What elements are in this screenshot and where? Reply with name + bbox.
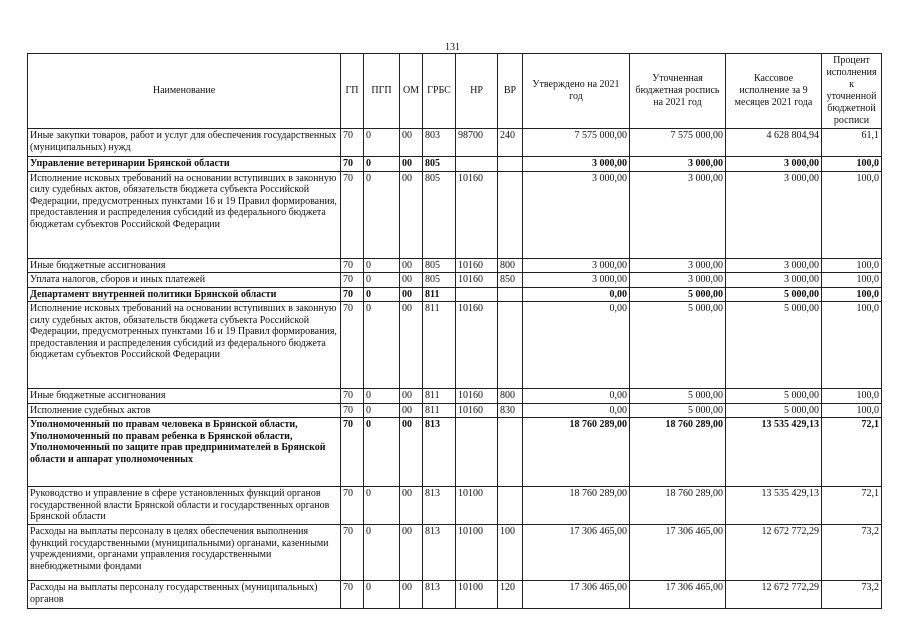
table-row bbox=[28, 581, 882, 609]
cell-refined: 5 000,00 bbox=[630, 389, 726, 404]
cell-ppgp: 0 bbox=[364, 403, 400, 418]
cell-refined: 5 000,00 bbox=[630, 287, 726, 302]
cell-refined: 3 000,00 bbox=[630, 157, 726, 172]
cell-grbs: 813 bbox=[423, 487, 456, 525]
cell-gp: 70 bbox=[341, 487, 364, 525]
cell-refined: 18 760 289,00 bbox=[630, 418, 726, 487]
table-row bbox=[28, 129, 882, 157]
cell-approved: 18 760 289,00 bbox=[523, 487, 630, 525]
cell-ppgp: 0 bbox=[364, 171, 400, 258]
cell-vr: 120 bbox=[498, 581, 523, 609]
cell-cash: 13 535 429,13 bbox=[726, 487, 822, 525]
cell-cash: 12 672 772,29 bbox=[726, 581, 822, 609]
col-header-name: Наименование bbox=[28, 54, 341, 129]
table-row bbox=[28, 389, 882, 404]
col-header-om: ОМ bbox=[400, 54, 423, 129]
cell-om: 00 bbox=[400, 403, 423, 418]
cell-vr bbox=[498, 418, 523, 487]
cell-vr bbox=[498, 302, 523, 389]
budget-execution-table bbox=[27, 53, 882, 609]
cell-ppgp: 0 bbox=[364, 525, 400, 581]
cell-om: 00 bbox=[400, 581, 423, 609]
cell-percent: 73,2 bbox=[822, 581, 882, 609]
cell-name: Иные бюджетные ассигнования bbox=[28, 389, 341, 404]
cell-ppgp: 0 bbox=[364, 389, 400, 404]
cell-refined: 18 760 289,00 bbox=[630, 487, 726, 525]
table-body bbox=[28, 129, 882, 609]
cell-gp: 70 bbox=[341, 157, 364, 172]
cell-cash: 5 000,00 bbox=[726, 403, 822, 418]
cell-gp: 70 bbox=[341, 389, 364, 404]
cell-om: 00 bbox=[400, 525, 423, 581]
cell-ppgp: 0 bbox=[364, 273, 400, 288]
cell-cash: 3 000,00 bbox=[726, 273, 822, 288]
cell-percent: 100,0 bbox=[822, 302, 882, 389]
cell-np: 98700 bbox=[456, 129, 498, 157]
cell-approved: 17 306 465,00 bbox=[523, 525, 630, 581]
cell-refined: 3 000,00 bbox=[630, 258, 726, 273]
col-header-approved: Утверждено на 2021 год bbox=[523, 54, 630, 129]
cell-refined: 5 000,00 bbox=[630, 403, 726, 418]
cell-vr bbox=[498, 487, 523, 525]
cell-ppgp: 0 bbox=[364, 418, 400, 487]
cell-cash: 5 000,00 bbox=[726, 302, 822, 389]
cell-approved: 3 000,00 bbox=[523, 273, 630, 288]
table-header bbox=[28, 54, 882, 129]
cell-approved: 0,00 bbox=[523, 403, 630, 418]
table-row bbox=[28, 302, 882, 389]
cell-approved: 18 760 289,00 bbox=[523, 418, 630, 487]
col-header-vr: ВР bbox=[498, 54, 523, 129]
cell-grbs: 813 bbox=[423, 525, 456, 581]
cell-percent: 100,0 bbox=[822, 258, 882, 273]
cell-cash: 4 628 804,94 bbox=[726, 129, 822, 157]
cell-vr: 830 bbox=[498, 403, 523, 418]
col-header-grbs: ГРБС bbox=[423, 54, 456, 129]
cell-np: 10160 bbox=[456, 273, 498, 288]
cell-vr: 100 bbox=[498, 525, 523, 581]
cell-cash: 3 000,00 bbox=[726, 171, 822, 258]
cell-np: 10160 bbox=[456, 302, 498, 389]
page-number: 131 bbox=[445, 42, 460, 53]
cell-gp: 70 bbox=[341, 129, 364, 157]
cell-approved: 3 000,00 bbox=[523, 258, 630, 273]
cell-cash: 5 000,00 bbox=[726, 287, 822, 302]
cell-om: 00 bbox=[400, 129, 423, 157]
cell-gp: 70 bbox=[341, 273, 364, 288]
cell-ppgp: 0 bbox=[364, 129, 400, 157]
cell-percent: 100,0 bbox=[822, 287, 882, 302]
table-row bbox=[28, 403, 882, 418]
cell-percent: 100,0 bbox=[822, 157, 882, 172]
cell-name: Исполнение судебных актов bbox=[28, 403, 341, 418]
table-row bbox=[28, 525, 882, 581]
cell-om: 00 bbox=[400, 157, 423, 172]
cell-name: Исполнение исковых требований на основании вступивших в законную силу судебных актов, обязательств бюджета субъекта Российской Федерации, предусмотренных пунктами 16 и 19 Правил формирования, предоставления и распределения субсидий из федерального бюджета бюджетам субъектов Российской Федерации bbox=[28, 302, 341, 389]
cell-vr bbox=[498, 171, 523, 258]
cell-om: 00 bbox=[400, 287, 423, 302]
cell-refined: 17 306 465,00 bbox=[630, 581, 726, 609]
cell-name: Исполнение исковых требований на основании вступивших в законную силу судебных актов, обязательств бюджета субъекта Российской Федерации, предусмотренных пунктами 16 и 19 Правил формирования, предоставления и распределения субсидий из федерального бюджета бюджетам субъектов Российской Федерации bbox=[28, 171, 341, 258]
cell-percent: 72,1 bbox=[822, 418, 882, 487]
cell-vr: 800 bbox=[498, 389, 523, 404]
cell-ppgp: 0 bbox=[364, 581, 400, 609]
col-header-refined: Уточненная бюджетная роспись на 2021 год bbox=[630, 54, 726, 129]
cell-approved: 0,00 bbox=[523, 302, 630, 389]
cell-gp: 70 bbox=[341, 525, 364, 581]
cell-approved: 0,00 bbox=[523, 389, 630, 404]
cell-np: 10100 bbox=[456, 525, 498, 581]
cell-refined: 17 306 465,00 bbox=[630, 525, 726, 581]
cell-ppgp: 0 bbox=[364, 157, 400, 172]
cell-percent: 100,0 bbox=[822, 171, 882, 258]
cell-ppgp: 0 bbox=[364, 258, 400, 273]
cell-om: 00 bbox=[400, 389, 423, 404]
cell-np bbox=[456, 418, 498, 487]
cell-name: Руководство и управление в сфере установленных функций органов государственной власти Брянской области и государственных органов Брянской области bbox=[28, 487, 341, 525]
cell-approved: 7 575 000,00 bbox=[523, 129, 630, 157]
cell-approved: 3 000,00 bbox=[523, 157, 630, 172]
cell-grbs: 811 bbox=[423, 302, 456, 389]
cell-grbs: 811 bbox=[423, 403, 456, 418]
cell-om: 00 bbox=[400, 487, 423, 525]
table-row bbox=[28, 273, 882, 288]
col-header-gp: ГП bbox=[341, 54, 364, 129]
cell-cash: 3 000,00 bbox=[726, 258, 822, 273]
cell-percent: 100,0 bbox=[822, 389, 882, 404]
cell-name: Департамент внутренней политики Брянской области bbox=[28, 287, 341, 302]
cell-gp: 70 bbox=[341, 581, 364, 609]
cell-percent: 100,0 bbox=[822, 273, 882, 288]
col-header-np: НР bbox=[456, 54, 498, 129]
table-row bbox=[28, 171, 882, 258]
cell-percent: 73,2 bbox=[822, 525, 882, 581]
cell-om: 00 bbox=[400, 258, 423, 273]
cell-np: 10100 bbox=[456, 487, 498, 525]
cell-gp: 70 bbox=[341, 418, 364, 487]
cell-gp: 70 bbox=[341, 287, 364, 302]
cell-ppgp: 0 bbox=[364, 287, 400, 302]
cell-grbs: 803 bbox=[423, 129, 456, 157]
cell-cash: 5 000,00 bbox=[726, 389, 822, 404]
cell-approved: 0,00 bbox=[523, 287, 630, 302]
cell-np: 10160 bbox=[456, 389, 498, 404]
col-header-ppgp: ПГП bbox=[364, 54, 400, 129]
cell-ppgp: 0 bbox=[364, 302, 400, 389]
table-row bbox=[28, 157, 882, 172]
cell-percent: 61,1 bbox=[822, 129, 882, 157]
cell-gp: 70 bbox=[341, 403, 364, 418]
cell-gp: 70 bbox=[341, 171, 364, 258]
cell-om: 00 bbox=[400, 171, 423, 258]
cell-gp: 70 bbox=[341, 258, 364, 273]
table-row bbox=[28, 487, 882, 525]
table-row bbox=[28, 287, 882, 302]
cell-vr bbox=[498, 157, 523, 172]
cell-grbs: 805 bbox=[423, 171, 456, 258]
cell-approved: 3 000,00 bbox=[523, 171, 630, 258]
cell-percent: 100,0 bbox=[822, 403, 882, 418]
cell-name: Расходы на выплаты персоналу в целях обеспечения выполнения функций государственными (муниципальными) органами, казенными учреждениями, органами управления государственными внебюджетными фондами bbox=[28, 525, 341, 581]
cell-cash: 3 000,00 bbox=[726, 157, 822, 172]
cell-ppgp: 0 bbox=[364, 487, 400, 525]
cell-np: 10160 bbox=[456, 258, 498, 273]
table-row bbox=[28, 258, 882, 273]
cell-cash: 12 672 772,29 bbox=[726, 525, 822, 581]
cell-cash: 13 535 429,13 bbox=[726, 418, 822, 487]
col-header-percent: Процент исполнения к уточненной бюджетной росписи bbox=[822, 54, 882, 129]
cell-om: 00 bbox=[400, 418, 423, 487]
cell-np bbox=[456, 157, 498, 172]
cell-vr bbox=[498, 287, 523, 302]
cell-om: 00 bbox=[400, 273, 423, 288]
cell-refined: 5 000,00 bbox=[630, 302, 726, 389]
cell-np: 10100 bbox=[456, 581, 498, 609]
cell-refined: 3 000,00 bbox=[630, 171, 726, 258]
cell-np bbox=[456, 287, 498, 302]
cell-name: Уплата налогов, сборов и иных платежей bbox=[28, 273, 341, 288]
cell-grbs: 811 bbox=[423, 389, 456, 404]
cell-name: Иные закупки товаров, работ и услуг для обеспечения государственных (муниципальных) нужд bbox=[28, 129, 341, 157]
col-header-cash: Кассовое исполнение за 9 месяцев 2021 года bbox=[726, 54, 822, 129]
table-row bbox=[28, 418, 882, 487]
cell-name: Расходы на выплаты персоналу государственных (муниципальных) органов bbox=[28, 581, 341, 609]
cell-np: 10160 bbox=[456, 171, 498, 258]
cell-refined: 3 000,00 bbox=[630, 273, 726, 288]
cell-om: 00 bbox=[400, 302, 423, 389]
cell-refined: 7 575 000,00 bbox=[630, 129, 726, 157]
cell-grbs: 813 bbox=[423, 581, 456, 609]
cell-vr: 850 bbox=[498, 273, 523, 288]
cell-vr: 240 bbox=[498, 129, 523, 157]
cell-np: 10160 bbox=[456, 403, 498, 418]
cell-grbs: 805 bbox=[423, 157, 456, 172]
cell-grbs: 805 bbox=[423, 273, 456, 288]
cell-name: Уполномоченный по правам человека в Брянской области, Уполномоченный по правам ребенка в Брянской области, Уполномоченный по защите прав предпринимателей в Брянской области и аппарат уполномоченных bbox=[28, 418, 341, 487]
cell-vr: 800 bbox=[498, 258, 523, 273]
cell-percent: 72,1 bbox=[822, 487, 882, 525]
cell-name: Управление ветеринарии Брянской области bbox=[28, 157, 341, 172]
cell-grbs: 805 bbox=[423, 258, 456, 273]
cell-grbs: 813 bbox=[423, 418, 456, 487]
cell-grbs: 811 bbox=[423, 287, 456, 302]
cell-approved: 17 306 465,00 bbox=[523, 581, 630, 609]
cell-gp: 70 bbox=[341, 302, 364, 389]
cell-name: Иные бюджетные ассигнования bbox=[28, 258, 341, 273]
